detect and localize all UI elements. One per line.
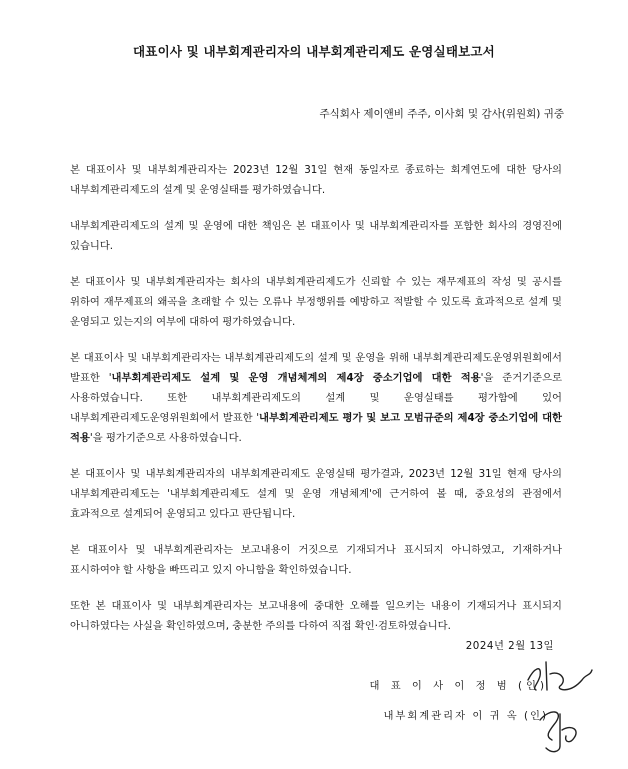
ceo-signatory: 대 표 이 사 이 정 범 (인) [369,680,548,692]
paragraph-1: 본 대표이사 및 내부회계관리자는 2023년 12월 31일 현재 동일자로 종료하는 회계연도에 대한 당사의 내부회계관리제도의 설계 및 운영실태를 평가하였습니다. [70,164,562,196]
paragraph-5: 본 대표이사 및 내부회계관리자의 내부회계관리제도 운영실태 평가결과, 2023년 12월 31일 현재 당사의 내부회계관리제도는 '내부회계관리제도 설계 및 운영 개념체계'에 근거하여 볼 때, 중요성의 관점에서 효과적으로 설계되어 운영되고 있다고 판단됩니다. [70,468,562,520]
framework-reference: 내부회계관리제도 설계 및 운영 개념체계의 제4장 중소기업에 대한 적용 [111,372,481,384]
ceo-signature-icon [520,650,600,700]
report-date: 2024년 2월 13일 [465,640,554,652]
paragraph-4-text-e: '을 평가기준으로 사용하였습니다. [89,432,242,444]
paragraph-2: 내부회계관리제도의 설계 및 운영에 대한 책임은 본 대표이사 및 내부회계관리자를 포함한 회사의 경영진에 있습니다. [70,220,562,252]
evaluation-standard-reference: 내부회계관리제도 평가 및 보고 모범규준의 제4장 중소기업에 대한 적용 [70,412,562,444]
paragraph-3: 본 대표이사 및 내부회계관리자는 회사의 내부회계관리제도가 신뢰할 수 있는 재무제표의 작성 및 공시를 위하여 재무제표의 왜곡을 초래할 수 있는 오류나 부정행위를 예방하고 적발할 수 있도록 효과적으로 설계 및 운영되고 있는지의 여부에 대하여 평가하였습니다. [70,276,562,328]
paragraph-4 [70,348,562,448]
document-title: 대표이사 및 내부회계관리자의 내부회계관리제도 운영실태보고서 [133,44,495,59]
paragraph-4-text-c: '을 준거기준으로 사용하였습니다. 또한 내부회계관리제도의 설계 및 운영실태를 평가함에 있어 내부회계관리제도운영위원회에서 발표한 ' [70,372,562,424]
paragraph-7: 또한 본 대표이사 및 내부회계관리자는 보고내용에 중대한 오해를 일으키는 내용이 기재되거나 표시되지 아니하였다는 사실을 확인하였으며, 충분한 주의를 다하여 직접 확인·검토하였습니다. [70,600,562,632]
report-body [70,160,562,652]
officer-signatory: 내부회계관리자 이 귀 옥 (인) [383,710,548,722]
paragraph-6: 본 대표이사 및 내부회계관리자는 보고내용이 거짓으로 기재되거나 표시되지 아니하였고, 기재하거나 표시하여야 할 사항을 빠뜨리고 있지 아니함을 확인하였습니다. [70,544,562,576]
addressee: 주식회사 제이앤비 주주, 이사회 및 감사(위원회) 귀중 [319,108,564,120]
paragraph-4-text-a: 본 대표이사 및 내부회계관리자는 내부회계관리제도의 설계 및 운영을 위해 내부회계관리제도운영위원회에서 발표한 ' [70,352,562,384]
